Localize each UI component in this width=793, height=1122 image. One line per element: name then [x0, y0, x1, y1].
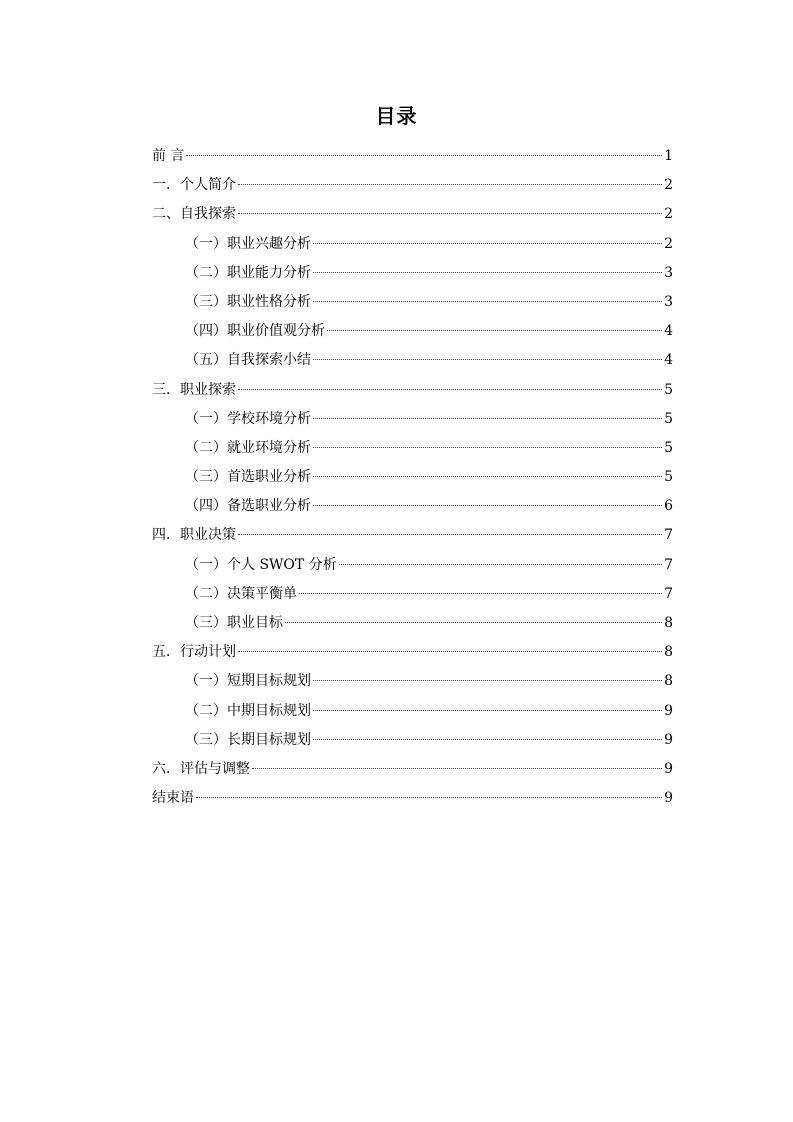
dot-leader [313, 680, 662, 681]
dot-leader [299, 593, 662, 594]
dot-leader [313, 272, 662, 273]
toc-entry-label: （三）首选职业分析 [185, 469, 311, 486]
toc-page-number: 5 [664, 381, 673, 398]
toc-entry-label: （五）自我探索小结 [185, 352, 311, 369]
toc-entry-label: （三）职业性格分析 [185, 293, 311, 310]
toc-entry-label: （二）中期目标规划 [185, 702, 311, 719]
toc-entry-label: 五．行动计划 [152, 644, 236, 661]
toc-entry[interactable] [152, 288, 673, 317]
toc-entry[interactable] [152, 434, 673, 463]
toc-page-number: 4 [664, 323, 673, 340]
dot-leader [252, 768, 662, 769]
toc-page-number: 9 [664, 760, 673, 777]
toc-page-number: 9 [664, 702, 673, 719]
dot-leader [313, 505, 662, 506]
toc-entry[interactable] [152, 638, 673, 667]
toc-entry[interactable] [152, 405, 673, 434]
toc-entry-label: （二）职业能力分析 [185, 264, 311, 281]
toc-entry[interactable] [152, 697, 673, 726]
toc-entry-label: （一）学校环境分析 [185, 410, 311, 427]
table-of-contents [152, 142, 673, 813]
dot-leader [238, 389, 662, 390]
dot-leader [313, 301, 662, 302]
toc-page-number: 4 [664, 352, 673, 369]
toc-entry-label: （二）决策平衡单 [185, 585, 297, 602]
toc-page-number: 8 [664, 673, 673, 690]
toc-entry-label: 四．职业决策 [152, 527, 236, 544]
toc-entry[interactable] [152, 755, 673, 784]
toc-entry[interactable] [152, 230, 673, 259]
toc-page-number: 5 [664, 410, 673, 427]
toc-page-number: 3 [664, 293, 673, 310]
dot-leader [238, 213, 662, 214]
toc-entry[interactable] [152, 609, 673, 638]
dot-leader [238, 184, 662, 185]
toc-page-number: 7 [664, 556, 673, 573]
dot-leader [186, 155, 662, 156]
toc-page-number: 2 [664, 235, 673, 252]
dot-leader [313, 359, 662, 360]
toc-entry[interactable] [152, 259, 673, 288]
dot-leader [339, 564, 662, 565]
toc-entry-label: （三）职业目标 [185, 615, 283, 631]
toc-entry[interactable] [152, 317, 673, 346]
toc-page-number: 7 [664, 527, 673, 544]
toc-entry[interactable] [152, 171, 673, 200]
dot-leader [327, 330, 662, 331]
dot-leader [313, 710, 662, 711]
toc-entry-label: 结束语 [152, 790, 194, 807]
toc-page-number: 5 [664, 469, 673, 486]
toc-page-number: 8 [664, 644, 673, 661]
toc-entry[interactable] [152, 580, 673, 609]
toc-page-number: 7 [664, 585, 673, 602]
toc-page-number: 9 [664, 731, 673, 748]
toc-page-number: 9 [664, 790, 673, 807]
toc-entry-label: 二、自我探索 [152, 206, 236, 223]
toc-entry-label: （一）职业兴趣分析 [185, 235, 311, 252]
toc-entry[interactable] [152, 142, 673, 171]
toc-entry[interactable] [152, 463, 673, 492]
toc-title: 目录 [375, 104, 418, 128]
toc-entry[interactable] [152, 521, 673, 550]
toc-entry-label: （四）职业价值观分析 [185, 323, 325, 340]
dot-leader [238, 651, 662, 652]
dot-leader [196, 797, 662, 798]
toc-entry-label: 前 言 [152, 148, 185, 164]
toc-entry[interactable] [152, 667, 673, 696]
toc-entry[interactable] [152, 200, 673, 229]
toc-entry-label: （一）短期目标规划 [185, 673, 311, 690]
toc-entry-label: （三）长期目标规划 [185, 731, 311, 748]
toc-entry-label: （二）就业环境分析 [185, 439, 311, 456]
toc-entry-label: 三．职业探索 [152, 381, 236, 398]
dot-leader [313, 243, 662, 244]
toc-entry[interactable] [152, 551, 673, 580]
dot-leader [313, 418, 662, 419]
toc-entry-label: （四）备选职业分析 [185, 498, 311, 515]
toc-entry-label: 六．评估与调整 [152, 760, 250, 777]
toc-entry[interactable] [152, 376, 673, 405]
toc-entry-label: （一）个人 SWOT 分析 [185, 556, 337, 573]
dot-leader [313, 739, 662, 740]
toc-page-number: 8 [664, 615, 673, 631]
toc-entry-label: 一．个人简介 [152, 177, 236, 194]
toc-page-number: 1 [664, 148, 673, 164]
toc-page-number: 2 [664, 177, 673, 194]
dot-leader [285, 622, 662, 623]
toc-entry[interactable] [152, 492, 673, 521]
dot-leader [313, 447, 662, 448]
toc-entry[interactable] [152, 784, 673, 813]
toc-page-number: 3 [664, 264, 673, 281]
toc-page-number: 5 [664, 439, 673, 456]
toc-page-number: 6 [664, 498, 673, 515]
toc-page-number: 2 [664, 206, 673, 223]
toc-entry[interactable] [152, 726, 673, 755]
toc-entry[interactable] [152, 346, 673, 375]
dot-leader [238, 534, 662, 535]
dot-leader [313, 476, 662, 477]
